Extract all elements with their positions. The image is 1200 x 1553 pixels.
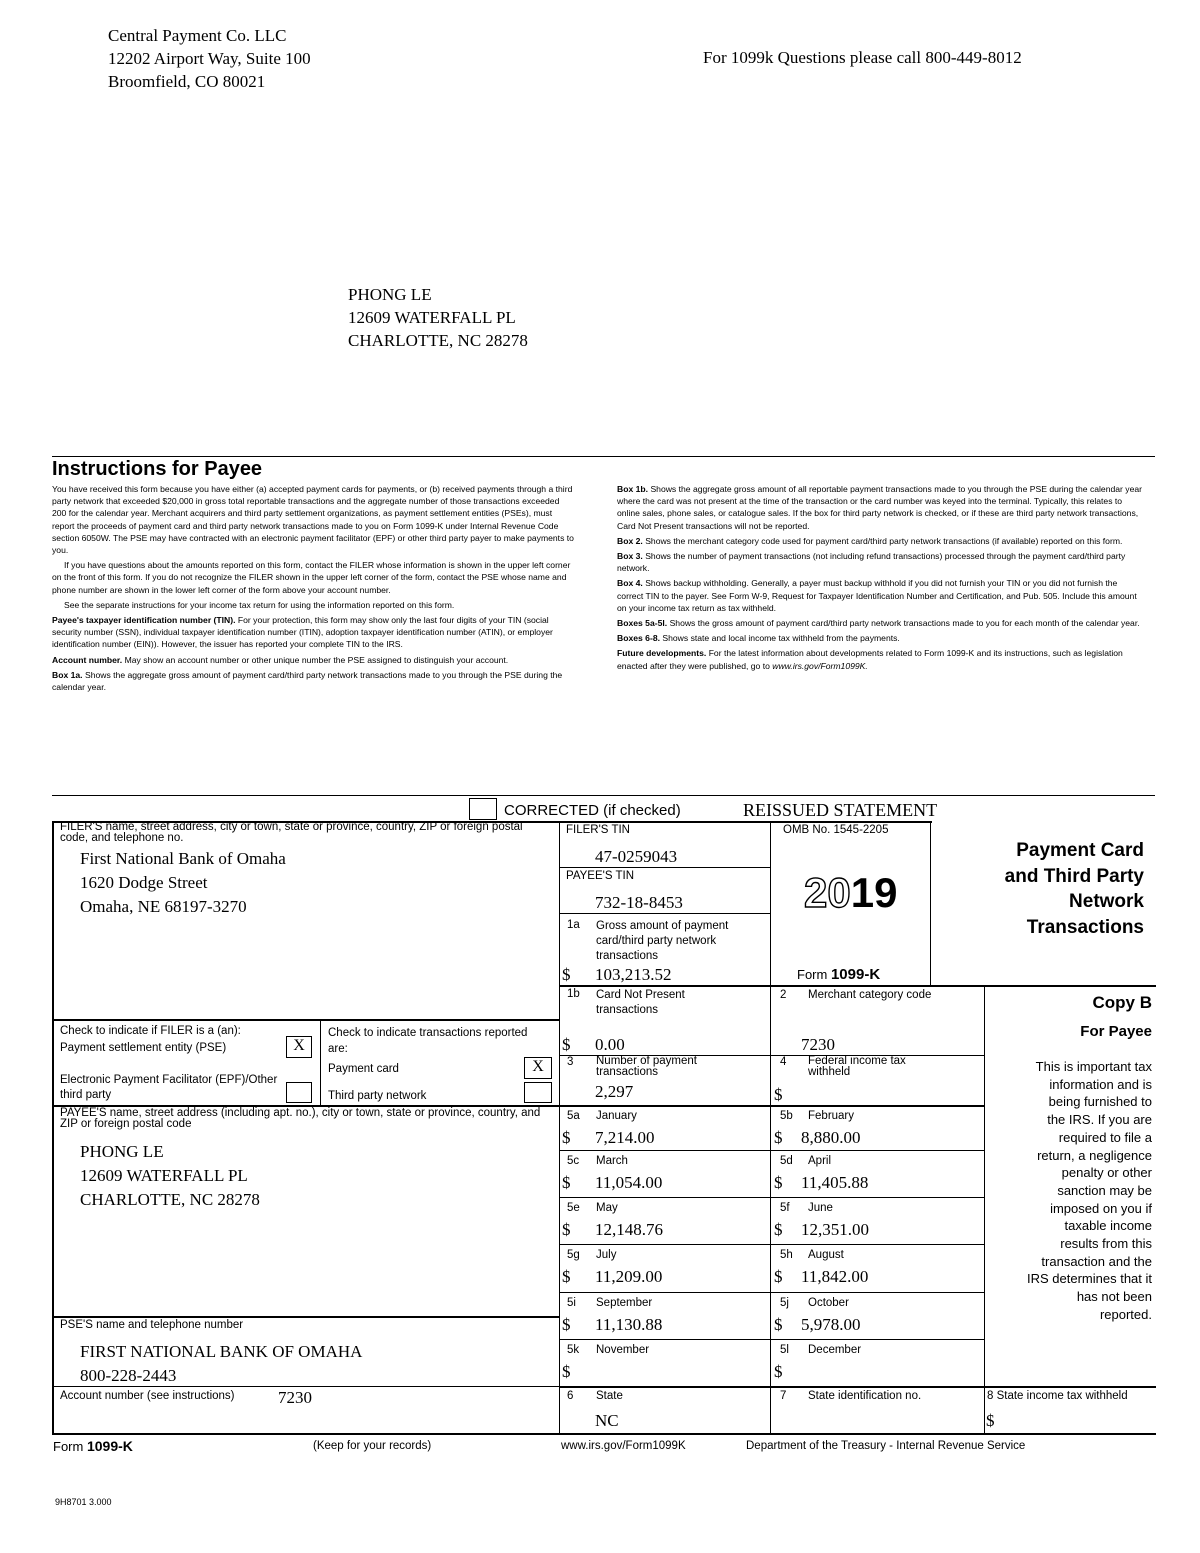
payee-street: 12609 WATERFALL PL	[80, 1166, 248, 1185]
box4-body: Shows backup withholding. Generally, a payer must backup withhold if you did not furnish your TIN or you did not furnish the correct TIN to the payer. See Form W-9, Request for Taxpayer Identification Number and Certification, and Pub. 505. Include this amount on your income tax return as tax withheld.	[617, 578, 1137, 613]
sender-address	[108, 24, 311, 93]
payee-city: CHARLOTTE, NC 28278	[80, 1190, 260, 1209]
future-body: For the latest information about developments related to Form 1099-K and its instructions, such as legislation enacted after they were published, go to	[617, 648, 1123, 671]
month-box-number: 5f	[780, 1202, 790, 1214]
mail-to-street: 12609 WATERFALL PL	[348, 308, 516, 327]
instructions-box3	[617, 550, 1142, 574]
notice-line: reported.	[1099, 1306, 1152, 1322]
box1b-number: 1b	[567, 988, 580, 1000]
box4-number: 4	[780, 1056, 787, 1068]
mail-to-name: PHONG LE	[348, 285, 432, 304]
month-box-label: January	[596, 1110, 637, 1122]
month-box-label: December	[808, 1344, 862, 1356]
form-grid-line	[559, 867, 771, 868]
month-box-dollar: $	[562, 1173, 571, 1192]
month-box-dollar: $	[774, 1220, 783, 1239]
month-box-number: 5h	[780, 1249, 793, 1261]
footer-form-number: 1099-K	[86, 1438, 133, 1454]
instructions-intro: You have received this form because you have either (a) accepted payment cards for payments, or (b) received payments through a third party network that exceeded $20,000 in gross total reportable transactions and the aggregate number of those transactions exceeded 200 for the calendar year. Merchant acquirers and third party settlement organizations, as payment settlement entities (PSEs), must report the proceeds of payment card and third party network transactions made to you on Form 1099-K under Internal Revenue Code section 6050W. The PSE may have contracted with an electronic payment facilitator (EPF) or other third party payer to make payments to you.	[52, 484, 574, 556]
instructions-questions: If you have questions about the amounts reported on this form, contact the FILER whose information is shown in the upper left corner on the front of this form. If you do not recognize the FILER shown in the upper left corner of the form, contact the PSE whose name and phone number are shown in the lower left corner of the form above your account number.	[52, 560, 571, 595]
instructions-box5	[617, 617, 1142, 629]
payee-label: PAYEE'S name, street address (including apt. no.), city or town, state or province, country, and ZIP or foreign postal code	[60, 1107, 541, 1130]
month-box-dollar: $	[774, 1315, 783, 1334]
instructions-box4	[617, 577, 1142, 614]
month-box-number: 5g	[567, 1249, 580, 1261]
sender-name: Central Payment Co. LLC	[108, 26, 287, 45]
notice-line: results from this	[1060, 1236, 1152, 1252]
instructions-tin	[52, 614, 574, 651]
notice-line: sanction may be	[1057, 1182, 1152, 1198]
box1b-value: 0.00	[595, 1035, 625, 1054]
box3-body: Shows the number of payment transactions (not including refund transactions) processed through the payment card/third party network.	[617, 551, 1126, 574]
box1b-heading: Box 1b.	[617, 484, 649, 494]
footer-form-word: Form	[53, 1439, 84, 1454]
month-box-label: April	[808, 1155, 832, 1167]
month-box-dollar: $	[562, 1362, 571, 1381]
filer-label: FILER'S name, street address, city or town, state or province, country, ZIP or foreign postal code, and telephone no.	[60, 821, 523, 844]
future-link[interactable]: www.irs.gov/Form1099K.	[772, 660, 868, 671]
for-payee: For Payee	[1080, 1023, 1152, 1040]
month-box-number: 5e	[567, 1202, 580, 1214]
omb-number: OMB No. 1545-2205	[783, 824, 889, 836]
box1a-heading: Box 1a.	[52, 669, 83, 680]
check-transactions-label: Check to indicate transactions reported are:	[328, 1027, 528, 1055]
month-box-number: 5l	[780, 1344, 789, 1356]
notice-line: taxable income	[1064, 1218, 1152, 1234]
payees-tin-label: PAYEE'S TIN	[566, 870, 635, 882]
box6-8-body: Shows state and local income tax withheld from the payments.	[662, 633, 900, 644]
box2-heading: Box 2.	[617, 535, 643, 546]
notice-line: imposed on you if	[1050, 1200, 1152, 1216]
instructions-box2	[617, 535, 1142, 547]
month-box-label: October	[808, 1297, 849, 1309]
notice-text	[1027, 1058, 1152, 1324]
month-box-value: 5,978.00	[801, 1315, 861, 1334]
box4-dollar: $	[774, 1085, 783, 1104]
month-box-label: June	[808, 1202, 833, 1214]
footer-url[interactable]: www.irs.gov/Form1099K	[561, 1440, 686, 1452]
month-box-value: 8,880.00	[801, 1128, 861, 1147]
month-box-dollar: $	[774, 1128, 783, 1147]
box7-label: State identification no.	[808, 1390, 922, 1402]
account-label: Account number (see instructions)	[60, 1390, 235, 1402]
box1a-label: Gross amount of payment card/third party network transactions	[596, 920, 729, 962]
form-word: Form	[797, 967, 828, 982]
month-box-number: 5d	[780, 1155, 793, 1167]
month-box-dollar: $	[774, 1173, 783, 1192]
filers-tin-label: FILER'S TIN	[566, 824, 630, 836]
tin-heading: Payee's taxpayer identification number (TIN).	[52, 615, 236, 626]
month-box-number: 5a	[567, 1110, 580, 1122]
notice-line: the IRS. If you are	[1047, 1112, 1152, 1128]
month-box-number: 5i	[567, 1297, 576, 1309]
month-box-label: July	[596, 1249, 617, 1261]
month-box-number: 5c	[567, 1155, 580, 1167]
filer-name: First National Bank of Omaha	[80, 849, 286, 868]
form-grid-line	[559, 1339, 984, 1340]
notice-line: required to file a	[1058, 1129, 1152, 1145]
box1a-body: Shows the aggregate gross amount of payment card/third party network transactions made to you through the PSE during the calendar year.	[52, 669, 563, 693]
pse-label: Payment settlement entity (PSE)	[60, 1042, 227, 1054]
form-grid-line	[930, 821, 931, 986]
footer-form-id	[53, 1438, 133, 1454]
epf-checkbox[interactable]	[286, 1082, 312, 1103]
month-box-number: 5k	[567, 1344, 580, 1356]
box7-number: 7	[780, 1390, 787, 1402]
form-title-line: Payment Card	[1016, 840, 1144, 861]
payee-name: PHONG LE	[80, 1142, 164, 1161]
instructions-future	[617, 647, 1142, 671]
copy-b: Copy B	[1092, 993, 1152, 1012]
instructions-right-column	[617, 483, 1142, 675]
form-title-line: and Third Party	[1004, 865, 1144, 887]
box1a-value: 103,213.52	[595, 965, 672, 984]
form-top-rule	[52, 795, 1155, 796]
month-box-value: 11,054.00	[595, 1173, 663, 1192]
form-title-line: Transactions	[1026, 916, 1144, 938]
sender-street: 12202 Airport Way, Suite 100	[108, 49, 311, 68]
box3-label: Number of payment transactions	[596, 1055, 697, 1078]
instructions-box6-8	[617, 632, 1142, 644]
month-box-dollar: $	[562, 1220, 571, 1239]
notice-line: has not been	[1076, 1289, 1152, 1305]
month-box-value: 11,130.88	[595, 1315, 663, 1334]
tax-year	[804, 870, 897, 916]
box3-heading: Box 3.	[617, 551, 643, 562]
box1b-dollar: $	[562, 1035, 571, 1054]
box8-label: 8 State income tax withheld	[987, 1390, 1128, 1402]
instructions-account	[52, 654, 574, 666]
form-number: 1099-K	[830, 966, 881, 983]
notice-line: IRS determines that it	[1027, 1271, 1152, 1287]
instructions-top-rule	[52, 456, 1155, 457]
filer-address	[80, 847, 286, 919]
form-code: 9H8701 3.000	[55, 1497, 112, 1507]
box2-value: 7230	[801, 1035, 835, 1054]
box1a-dollar: $	[562, 965, 571, 984]
form-grid-line	[52, 1316, 560, 1318]
tin-body: For your protection, this form may show only the last four digits of your TIN (social security number (SSN), individual taxpayer identification number (ITIN), adoption taxpayer identification number (ATIN), or employer identification number (EIN)). However, the issuer has reported your complete TIN to the IRS.	[52, 615, 553, 650]
box5-body: Shows the gross amount of payment card/third party network transactions made to you for each month of the calendar year.	[669, 618, 1140, 629]
sender-city: Broomfield, CO 80021	[108, 72, 266, 91]
month-box-value: 7,214.00	[595, 1128, 655, 1147]
month-box-dollar: $	[562, 1128, 571, 1147]
pse-name: FIRST NATIONAL BANK OF OMAHA	[80, 1342, 363, 1361]
form-grid-line	[984, 986, 985, 1433]
mail-to-city: CHARLOTTE, NC 28278	[348, 331, 528, 350]
box6-8-heading: Boxes 6-8.	[617, 633, 660, 644]
form-title-line: Network	[1069, 891, 1144, 912]
payee-address	[80, 1140, 260, 1212]
account-body: May show an account number or other unique number the PSE assigned to distinguish your account.	[124, 654, 509, 665]
notice-line: return, a negligence	[1037, 1147, 1152, 1163]
check-filer-label: Check to indicate if FILER is a (an):	[60, 1025, 241, 1037]
notice-line: being furnished to	[1048, 1094, 1152, 1110]
pse-contact	[80, 1340, 362, 1388]
mail-to-address	[348, 283, 528, 352]
box6-label: State	[596, 1390, 623, 1402]
box6-value: NC	[595, 1411, 619, 1430]
month-box-value: 11,842.00	[801, 1267, 869, 1286]
filer-city: Omaha, NE 68197-3270	[80, 897, 247, 916]
epf-label: Electronic Payment Facilitator (EPF)/Other third party	[60, 1074, 278, 1101]
instructions-title: Instructions for Payee	[52, 458, 263, 480]
form-grid-line	[559, 1292, 984, 1293]
form-bottom-border	[52, 1433, 1156, 1435]
month-box-value: 12,351.00	[801, 1220, 869, 1239]
notice-line: information and is	[1049, 1076, 1152, 1092]
month-box-dollar: $	[774, 1267, 783, 1286]
box3-number: 3	[567, 1056, 574, 1068]
tax-year-outline: 20	[804, 869, 851, 916]
form-grid-line	[559, 1197, 984, 1198]
month-box-value: 11,209.00	[595, 1267, 663, 1286]
payment-card-checkbox[interactable]: X	[524, 1057, 552, 1079]
box4-heading: Box 4.	[617, 578, 643, 589]
month-box-value: 11,405.88	[801, 1173, 869, 1192]
month-box-label: February	[808, 1110, 855, 1122]
corrected-label: CORRECTED (if checked)	[504, 802, 681, 819]
month-box-label: November	[596, 1344, 650, 1356]
month-box-value: 12,148.76	[595, 1220, 663, 1239]
third-party-checkbox[interactable]	[524, 1082, 552, 1103]
month-box-label: August	[808, 1249, 844, 1261]
pse-name-label: PSE'S name and telephone number	[60, 1319, 244, 1331]
filers-tin-value: 47-0259043	[595, 847, 678, 866]
form-grid-line	[559, 913, 771, 914]
form-grid-line	[559, 1105, 984, 1107]
form-grid-line	[559, 1386, 1156, 1388]
box1a-number: 1a	[567, 919, 580, 931]
instructions-see-separate: See the separate instructions for your income tax return for using the information reported on this form.	[64, 599, 455, 610]
box2-body: Shows the merchant category code used for payment card/third party network transactions (if available) reported on this form.	[645, 535, 1123, 546]
box2-label: Merchant category code	[808, 989, 932, 1001]
payees-tin-value: 732-18-8453	[595, 893, 683, 912]
month-box-dollar: $	[774, 1362, 783, 1381]
instructions-box1b	[617, 483, 1142, 532]
pse-checkbox[interactable]: X	[286, 1036, 312, 1058]
account-value: 7230	[278, 1388, 312, 1407]
instructions-box1a	[52, 669, 574, 693]
form-title	[1005, 838, 1144, 940]
third-party-label: Third party network	[328, 1090, 427, 1102]
month-box-label: September	[596, 1297, 653, 1309]
filer-street: 1620 Dodge Street	[80, 873, 208, 892]
notice-line: transaction and the	[1041, 1253, 1152, 1269]
reissued-label: REISSUED STATEMENT	[743, 800, 938, 820]
box3-value: 2,297	[595, 1082, 634, 1101]
month-box-dollar: $	[562, 1315, 571, 1334]
form-grid-line	[559, 1244, 984, 1245]
form-grid-line	[320, 1019, 321, 1105]
month-box-dollar: $	[562, 1267, 571, 1286]
notice-line: This is important tax	[1035, 1059, 1152, 1074]
pse-phone: 800-228-2443	[80, 1366, 177, 1385]
form-grid-line	[559, 985, 1156, 987]
tax-year-bold: 19	[850, 869, 898, 916]
notice-line: penalty or other	[1061, 1165, 1152, 1181]
form-left-border	[52, 821, 54, 1435]
box4-label: Federal income tax withheld	[808, 1055, 906, 1078]
box8-dollar: $	[986, 1411, 995, 1430]
form-grid-line	[52, 1019, 560, 1021]
footer-dept: Department of the Treasury - Internal Revenue Service	[746, 1440, 1026, 1452]
box1b-label: Card Not Present transactions	[596, 989, 685, 1016]
form-id	[797, 966, 880, 983]
footer-keep: (Keep for your records)	[313, 1440, 432, 1452]
month-box-number: 5j	[780, 1297, 789, 1309]
month-box-label: March	[596, 1155, 628, 1167]
account-heading: Account number.	[52, 654, 123, 665]
month-box-number: 5b	[780, 1110, 793, 1122]
box2-number: 2	[780, 989, 787, 1001]
month-box-label: May	[596, 1202, 618, 1214]
questions-line: For 1099k Questions please call 800-449-8012	[703, 48, 1022, 67]
box5-heading: Boxes 5a-5l.	[617, 618, 668, 629]
box1b-body: Shows the aggregate gross amount of all reportable payment transactions made to you through the PSE during the calendar year where the card was not present at the time of the transaction or the card number was keyed into the terminal. Typically, this relates to online sales, phone sales, or catalogue sales. If the box for third party network is checked, or if these are third party network transactions, Card Not Present transactions will not be reported.	[617, 484, 1143, 531]
payment-card-label: Payment card	[328, 1063, 399, 1075]
box6-number: 6	[567, 1390, 574, 1402]
instructions-left-column	[52, 483, 574, 696]
form-grid-line	[559, 1150, 984, 1151]
future-heading: Future developments.	[617, 648, 707, 659]
corrected-checkbox[interactable]	[469, 798, 497, 820]
